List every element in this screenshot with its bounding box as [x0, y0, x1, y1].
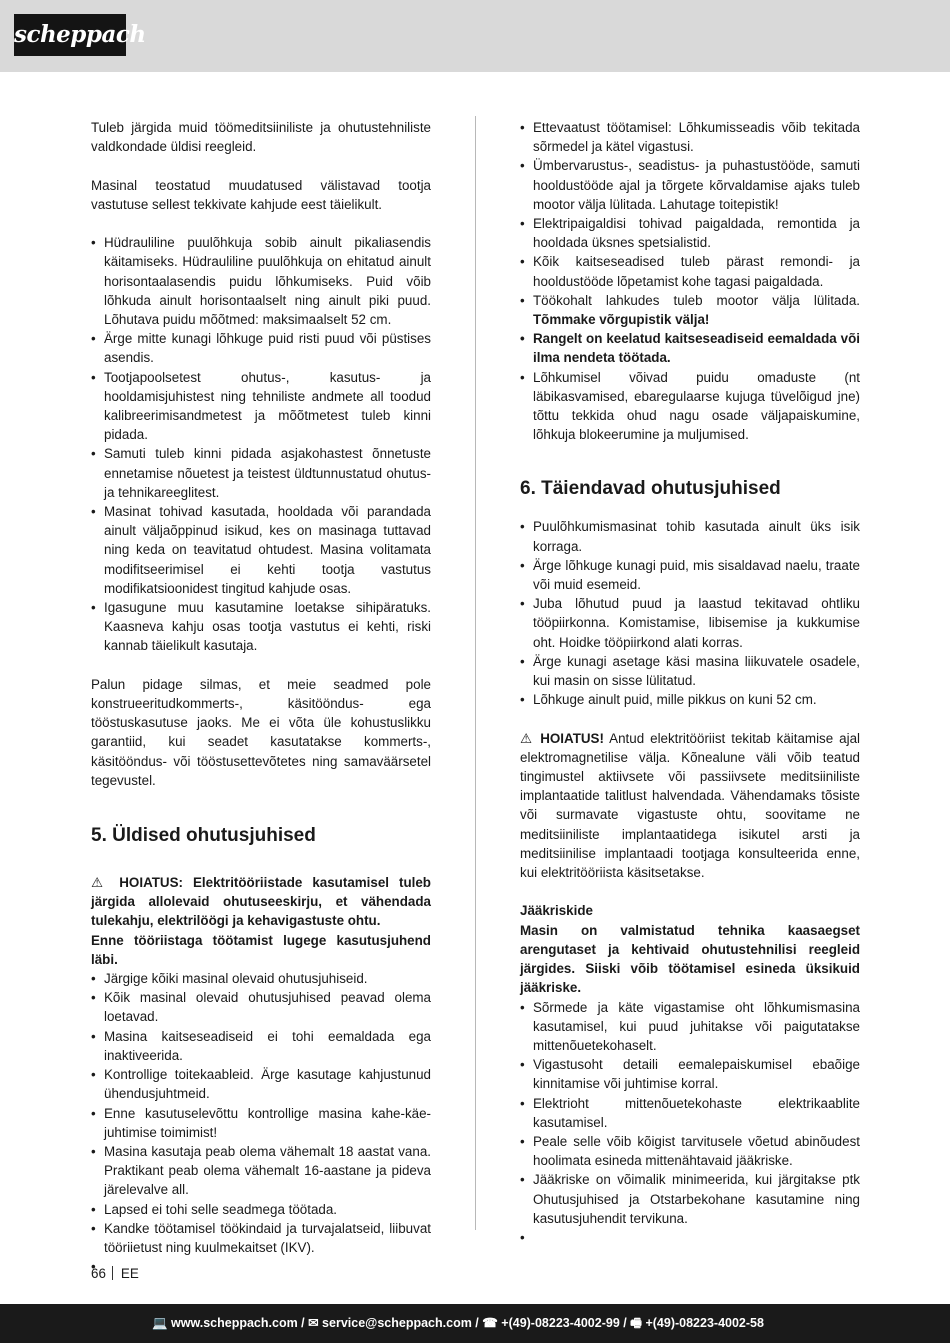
list-item: • Samuti tuleb kinni pidada asjakohastest õnnetuste ennetamise nõuetest ja teistest üldtunnustatud ohutus- ja tehnikareeglitest.	[91, 444, 431, 502]
left-column	[91, 118, 431, 1276]
scheppach-logo: scheppach	[14, 14, 126, 56]
list-item: • Peale selle võib kõigist tarvitusele võetud abinõudest hoolimata esineda mittenähtavaid jääkriske.	[520, 1132, 860, 1170]
commercial-use-paragraph: Palun pidage silmas, et meie seadmed pole konstrueeritudkommerts-, käsitööndus- ega tööstuskasutuse jaoks. Me ei võta üle kohustuslikku garantiid, kui seadet kasutatakse kommerts-, käsitööndus- või tööstusettevõtetes ning samaväärsetel tegevustel.	[91, 676, 431, 788]
list-item: • Ärge lõhkuge kunagi puid, mis sisaldavad naelu, traate või muid esemeid.	[520, 556, 860, 594]
read-manual-note: Enne tööriistaga töötamist lugege kasutusjuhend läbi.	[91, 932, 431, 967]
page-number: 66	[91, 1266, 106, 1281]
residual-risks-heading: Jääkriskide	[520, 903, 593, 919]
list-item: • Ärge mitte kunagi lõhkuge puid risti puud või püstises asendis.	[91, 329, 431, 367]
list-item: • Puulõhkumismasinat tohib kasutada ainult üks isik korraga.	[520, 517, 860, 555]
unplug-text: Tõmmake võrgupistik välja!	[533, 312, 710, 328]
safety-bullet-list	[91, 969, 431, 1276]
list-item: • Igasugune muu kasutamine loetakse sihipäratuks. Kaasneva kahju osas tootja vastutus ei kehti, riski kannab täielikult kasutaja.	[91, 598, 431, 656]
contact-bar	[0, 1304, 950, 1343]
motor-off-text: Töökohalt lahkudes tuleb mootor välja lülitada.	[533, 292, 860, 308]
list-item: • Lapsed ei tohi selle seadmega töötada.	[91, 1200, 431, 1219]
list-item: • Masina kasutaja peab olema vähemalt 18 aastat vana. Praktikant peab olema vähemalt 16-aastane ja pideva järelevalve all.	[91, 1142, 431, 1200]
warning-label: HOIATUS!	[540, 730, 604, 746]
list-item: • Ärge kunagi asetage käsi masina liikuvatele osadele, kui masin on sisse lülitatud.	[520, 652, 860, 690]
residual-risks-intro: Masin on valmistatud tehnika kaasaegset arengutaset ja kehtivaid ohutustehnilisi reegleid järgides. Siiski võib töötamisel esineda üksikuid jääkriske.	[520, 922, 860, 996]
warning-text: HOIATUS: Elektritööriistade kasutamisel tuleb järgida allolevaid ohutuseeskirju, et vähendada tulekahju, elektrilöögi ja kehavigastuste ohtu.	[91, 875, 431, 929]
list-item: • Ümbervarustus-, seadistus- ja puhastustööde, samuti hooldustööde ajal ja tõrgete kõrvaldamise ajaks tuleb mootor välja lülitada. Lahutage toitepistik!	[520, 156, 860, 214]
page-footer	[91, 1265, 139, 1283]
list-item: • Rangelt on keelatud kaitseseadiseid eemaldada või ilma nendeta töötada.	[520, 329, 860, 367]
list-item: • Enne kasutuselevõttu kontrollige masina kahe-käe-juhtimise toimimist!	[91, 1104, 431, 1142]
list-item: • Tootjapoolsetest ohutus-, kasutus- ja hooldamisjuhistest ning tehniliste andmete all toodud kalibreerimisandmetest ja mõõtmetest tuleb kinni pidada.	[91, 368, 431, 445]
language-code: EE	[120, 1266, 139, 1281]
list-item: • Masina kaitseseadiseid ei tohi eemaldada ega inaktiveerida.	[91, 1027, 431, 1065]
empty-list-item	[91, 1257, 431, 1276]
empty-list-item	[520, 1228, 860, 1247]
residual-risks-list	[520, 998, 860, 1248]
list-item: • Kontrollige toitekaableid. Ärge kasutage kahjustunud ühendusjuhtmeid.	[91, 1065, 431, 1103]
list-item: • Juba lõhutud puud ja laastud tekitavad ohtliku tööpiirkonna. Komistamise, libisemise ja kukkumise oht. Hoidke tööpiirkond alati korras.	[520, 594, 860, 652]
warning-text: Antud elektritööriist tekitab käitamise ajal elektromagnetilise välja. Kõnealune väli võib teatud tingimustel aktiivsete või passiivsete meditsiiniliste implantaatide talitlust halvendada. Vähendamaks tõsiste või surmavate vigastuste ohtu, soovitame ne meditsiiniliste implantaatidega isikutel arsti ja meditsiinilise implantaadi tootjaga konsulteerida enne, kui elektritööriista käsitsetakse.	[520, 730, 860, 881]
contact-info: 💻 www.scheppach.com / ✉ service@scheppach.com / ☎ +(49)-08223-4002-99 / 🖷 +(49)-08223-4002-58	[152, 1316, 764, 1330]
warning-icon: ⚠	[520, 730, 535, 746]
footer-separator	[112, 1266, 113, 1280]
section-6-heading: 6. Täiendavad ohutusjuhised	[520, 478, 781, 500]
list-item: • Sõrmede ja käte vigastamise oht lõhkumismasina kasutamisel, kui puud juhitakse või paigutatakse mittenõuetekohaselt.	[520, 998, 860, 1056]
list-item: • Kõik kaitseseadised tuleb pärast remondi- ja hooldustööde lõpetamist kohe tagasi paigaldada.	[520, 252, 860, 290]
intro-paragraph: Tuleb järgida muid töömeditsiiniliste ja ohutustehniliste valdkondade üldisi reegleid.	[91, 120, 431, 155]
column-divider	[475, 116, 476, 1230]
intro-paragraph: Masinal teostatud muudatused välistavad tootja vastutuse sellest tekkivate kahjude eest täielikult.	[91, 177, 431, 212]
list-item: • Kõik masinal olevaid ohutusjuhised peavad olema loetavad.	[91, 988, 431, 1026]
list-item: • Lõhkumisel võivad puidu omaduste (nt läbikasvamised, ebaregulaarse kujuga tüvelõigud jne) tõttu tekkida ohud nagu osade väljapaiskumine, lõhkuja blokeerumine ja muljumised.	[520, 368, 860, 445]
section-5-heading: 5. Üldised ohutusjuhised	[91, 825, 316, 847]
operation-bullet-list	[520, 118, 860, 444]
list-item: • Kandke töötamisel töökindaid ja turvajalatseid, liibuvat tööriietust ning kuulmekaitset (IKV).	[91, 1219, 431, 1257]
list-item: • Masinat tohivad kasutada, hooldada või parandada ainult väljaõppinud isikud, kes on masinaga tuttavad ning keda on teavitatud ohtudest. Masina volitamata modifitseerimisel ei kehti tootja vastutus modifikatsioonidest tingitud kahjude osas.	[91, 502, 431, 598]
list-item	[520, 291, 860, 329]
additional-bullet-list	[520, 517, 860, 709]
usage-bullet-list	[91, 233, 431, 655]
list-item: • Lõhkuge ainult puid, mille pikkus on kuni 52 cm.	[520, 690, 860, 709]
right-column	[520, 118, 860, 1247]
list-item: • Elektripaigaldisi tohivad paigaldada, remontida ja hooldada üksnes spetsialistid.	[520, 214, 860, 252]
emf-warning-paragraph	[520, 729, 860, 883]
list-item: • Järgige kõiki masinal olevaid ohutusjuhiseid.	[91, 969, 431, 988]
list-item: • Jääkriske on võimalik minimeerida, kui järgitakse ptk Ohutusjuhised ja Otstarbekohane kasutamine ning kasutusjuhendit tervikuna.	[520, 1170, 860, 1228]
list-item: • Vigastusoht detaili eemalepaiskumisel ebaõige kinnitamise või juhtimise korral.	[520, 1055, 860, 1093]
warning-paragraph	[91, 873, 431, 931]
header-bar	[0, 0, 950, 72]
list-item: • Hüdrauliline puulõhkuja sobib ainult pikaliasendis käitamiseks. Hüdrauliline puulõhkuja on ehitatud ainult horisontaalasendis puidu lõhkumiseks. Puid võib lõhkuda ainult horisontaalselt ning ainult piki puud. Lõhutava puidu mõõtmed: maksimaalselt 52 cm.	[91, 233, 431, 329]
list-item: • Ettevaatust töötamisel: Lõhkumisseadis võib tekitada sõrmedel ja kätel vigastusi.	[520, 118, 860, 156]
list-item: • Elektrioht mittenõuetekohaste elektrikaablite kasutamisel.	[520, 1094, 860, 1132]
warning-icon: ⚠	[91, 875, 110, 891]
